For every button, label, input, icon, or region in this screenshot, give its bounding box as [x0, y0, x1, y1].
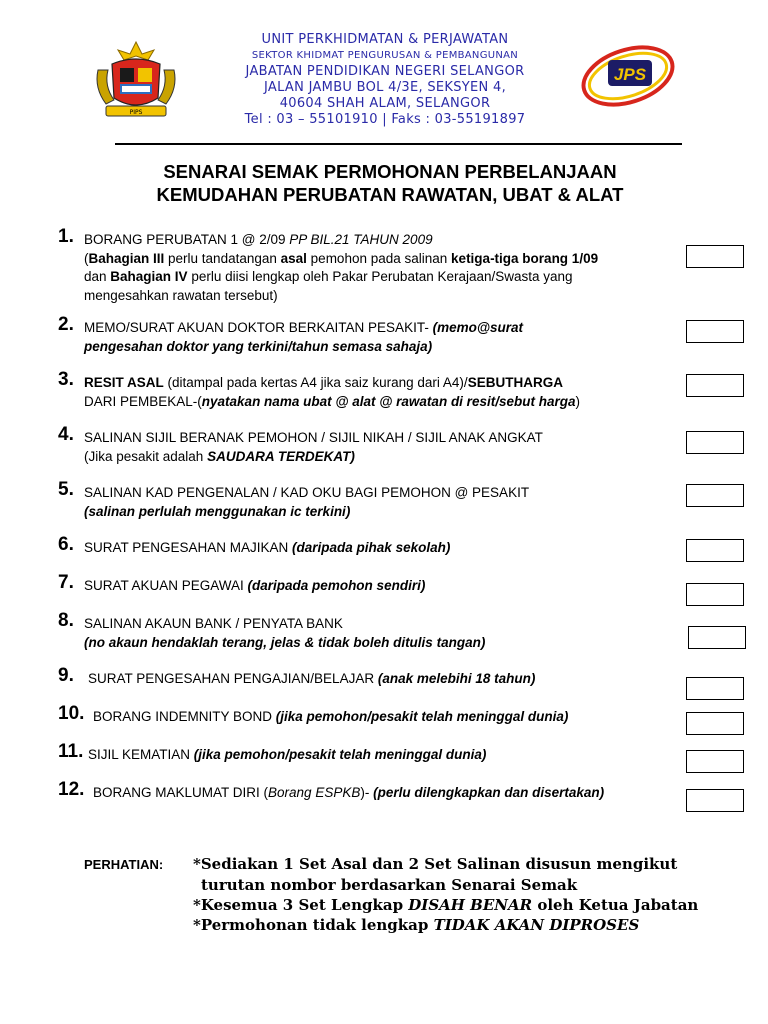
header-divider — [115, 143, 682, 145]
jps-logo — [578, 40, 678, 118]
text-run: asal — [280, 250, 307, 266]
item-number: 9. — [58, 665, 74, 686]
text-run: dan — [84, 269, 111, 284]
document-title-line2: KEMUDAHAN PERUBATAN RAWATAN, UBAT & ALAT — [156, 184, 624, 205]
text-run: Borang ESPKB — [268, 785, 361, 800]
text-run: pemohon pada salinan — [306, 250, 452, 266]
text-run: *Sediakan 1 Set Asal dan 2 Set Salinan disusun mengikut — [193, 855, 678, 873]
checkbox[interactable] — [688, 626, 746, 649]
text-run: BORANG INDEMNITY BOND — [93, 709, 276, 724]
note-line — [193, 896, 698, 914]
item-text-line — [84, 449, 355, 464]
note-line — [201, 876, 577, 894]
text-run: (ditampal pada kertas A4 jika saiz kurang dari A4)/ — [163, 375, 468, 390]
text-run: mengesahkan rawatan tersebut) — [84, 287, 278, 303]
checkbox[interactable] — [686, 677, 744, 700]
checkbox[interactable] — [686, 374, 744, 397]
text-run: )- — [360, 785, 374, 800]
text-run: ) — [575, 393, 580, 409]
text-run: (jika pemohon/pesakit telah meninggal dunia) — [193, 747, 487, 762]
text-run: RESIT ASAL — [84, 375, 164, 390]
text-run: (jika pemohon/pesakit telah meninggal dunia) — [275, 709, 569, 724]
item-number: 12. — [58, 779, 85, 800]
text-run: SALINAN SIJIL BERANAK PEMOHON / SIJIL NIKAH / SIJIL ANAK ANGKAT — [84, 430, 543, 445]
note-line — [193, 916, 639, 934]
item-text-line — [84, 635, 485, 650]
item-text-line — [84, 616, 343, 631]
text-run: nyatakan nama ubat @ alat @ rawatan di resit/sebut harga — [201, 393, 576, 409]
text-run: (daripada pihak sekolah) — [292, 540, 451, 555]
text-run: pengesahan doktor yang terkini/tahun semasa sahaja) — [84, 338, 433, 354]
text-run: Bahagian III — [88, 250, 165, 266]
item-text-line — [84, 269, 573, 284]
text-run: (salinan perlulah menggunakan ic terkini) — [84, 503, 351, 519]
document-title-line1: SENARAI SEMAK PERMOHONAN PERBELANJAAN — [163, 161, 617, 182]
item-text-line — [84, 232, 433, 247]
text-run: SALINAN AKAUN BANK / PENYATA BANK — [84, 616, 343, 631]
text-run: BORANG MAKLUMAT DIRI ( — [93, 785, 269, 800]
text-run: (perlu dilengkapkan dan disertakan) — [373, 785, 605, 800]
text-run: oleh Ketua Jabatan — [532, 896, 699, 914]
crest-logo — [92, 40, 180, 122]
item-number: 4. — [58, 424, 74, 445]
text-run: (no akaun hendaklah terang, jelas & tidak boleh ditulis tangan) — [84, 634, 486, 650]
text-run: SALINAN KAD PENGENALAN / KAD OKU BAGI PEMOHON @ PESAKIT — [84, 485, 530, 500]
text-run: *Kesemua 3 Set Lengkap — [193, 896, 409, 914]
item-text-line — [93, 785, 604, 800]
text-run: DARI PEMBEKAL-( — [84, 393, 202, 409]
item-text-line — [84, 251, 598, 266]
text-run: SEBUTHARGA — [467, 375, 563, 390]
text-run: (memo@surat — [432, 320, 524, 335]
text-run: DISAH BENAR — [408, 896, 533, 914]
item-text-line — [84, 339, 432, 354]
checkbox[interactable] — [686, 539, 744, 562]
item-text-line — [84, 288, 278, 303]
text-run: perlu diisi lengkap oleh Pakar Perubatan Kerajaan/Swasta yang — [187, 269, 573, 284]
text-run: perlu tandatangan — [164, 250, 281, 266]
text-run: ketiga-tiga borang 1/09 — [451, 250, 599, 266]
header-address-1: JALAN JAMBU BOL 4/3E, SEKSYEN 4, — [263, 80, 507, 95]
item-number: 10. — [58, 703, 85, 724]
text-run: PP BIL.21 TAHUN 2009 — [289, 232, 433, 247]
text-run: ( — [84, 250, 89, 266]
text-run: BORANG PERUBATAN 1 @ 2/09 — [84, 232, 290, 247]
item-text-line — [88, 747, 486, 762]
checkbox[interactable] — [686, 484, 744, 507]
header-contact: Tel : 03 – 55101910 | Faks : 03-55191897 — [244, 112, 526, 127]
header-address-2: 40604 SHAH ALAM, SELANGOR — [279, 96, 491, 111]
item-number: 5. — [58, 479, 74, 500]
header-sector: SEKTOR KHIDMAT PENGURUSAN & PEMBANGUNAN — [251, 50, 519, 61]
text-run: (anak melebihi 18 tahun) — [377, 671, 536, 686]
item-text-line — [88, 671, 535, 686]
item-number: 11. — [58, 741, 84, 762]
text-run: SURAT PENGESAHAN PENGAJIAN/BELAJAR — [88, 671, 378, 686]
text-run: turutan nombor berdasarkan Senarai Semak — [201, 876, 578, 894]
note-label: PERHATIAN: — [84, 857, 164, 872]
text-run: SURAT PENGESAHAN MAJIKAN — [84, 540, 293, 555]
item-number: 8. — [58, 610, 74, 631]
item-text-line — [84, 578, 425, 593]
checkbox[interactable] — [686, 750, 744, 773]
svg-text:JPS: JPS — [613, 65, 647, 84]
text-run: *Permohonan tidak lengkap — [193, 916, 434, 934]
svg-text:PIPS: PIPS — [129, 109, 143, 116]
item-number: 6. — [58, 534, 74, 555]
text-run: (Jika pesakit adalah — [84, 448, 208, 464]
item-text-line — [84, 540, 450, 555]
item-text-line — [84, 394, 580, 409]
text-run: Bahagian IV — [110, 269, 188, 284]
text-run: SAUDARA TERDEKAT) — [207, 448, 355, 464]
item-text-line — [84, 430, 543, 445]
checkbox[interactable] — [686, 320, 744, 343]
item-number: 2. — [58, 314, 74, 335]
text-run: SIJIL KEMATIAN — [88, 747, 194, 762]
item-number: 1. — [58, 226, 74, 247]
checkbox[interactable] — [686, 789, 744, 812]
text-run: TIDAK AKAN DIPROSES — [433, 916, 640, 934]
text-run: (daripada pemohon sendiri) — [247, 578, 426, 593]
item-number: 3. — [58, 369, 74, 390]
item-text-line — [84, 375, 563, 390]
checkbox[interactable] — [686, 583, 744, 606]
checkbox[interactable] — [686, 431, 744, 454]
item-text-line — [84, 504, 350, 519]
item-text-line — [84, 485, 529, 500]
text-run: MEMO/SURAT AKUAN DOKTOR BERKAITAN PESAKIT- — [84, 320, 433, 335]
note-line — [193, 855, 677, 873]
item-number: 7. — [58, 572, 74, 593]
header-department: JABATAN PENDIDIKAN NEGERI SELANGOR — [245, 64, 525, 79]
checkbox[interactable] — [686, 712, 744, 735]
item-text-line — [84, 320, 523, 335]
item-text-line — [93, 709, 568, 724]
text-run: SURAT AKUAN PEGAWAI — [84, 578, 248, 593]
header-unit: UNIT PERKHIDMATAN & PERJAWATAN — [261, 32, 509, 47]
checkbox[interactable] — [686, 245, 744, 268]
